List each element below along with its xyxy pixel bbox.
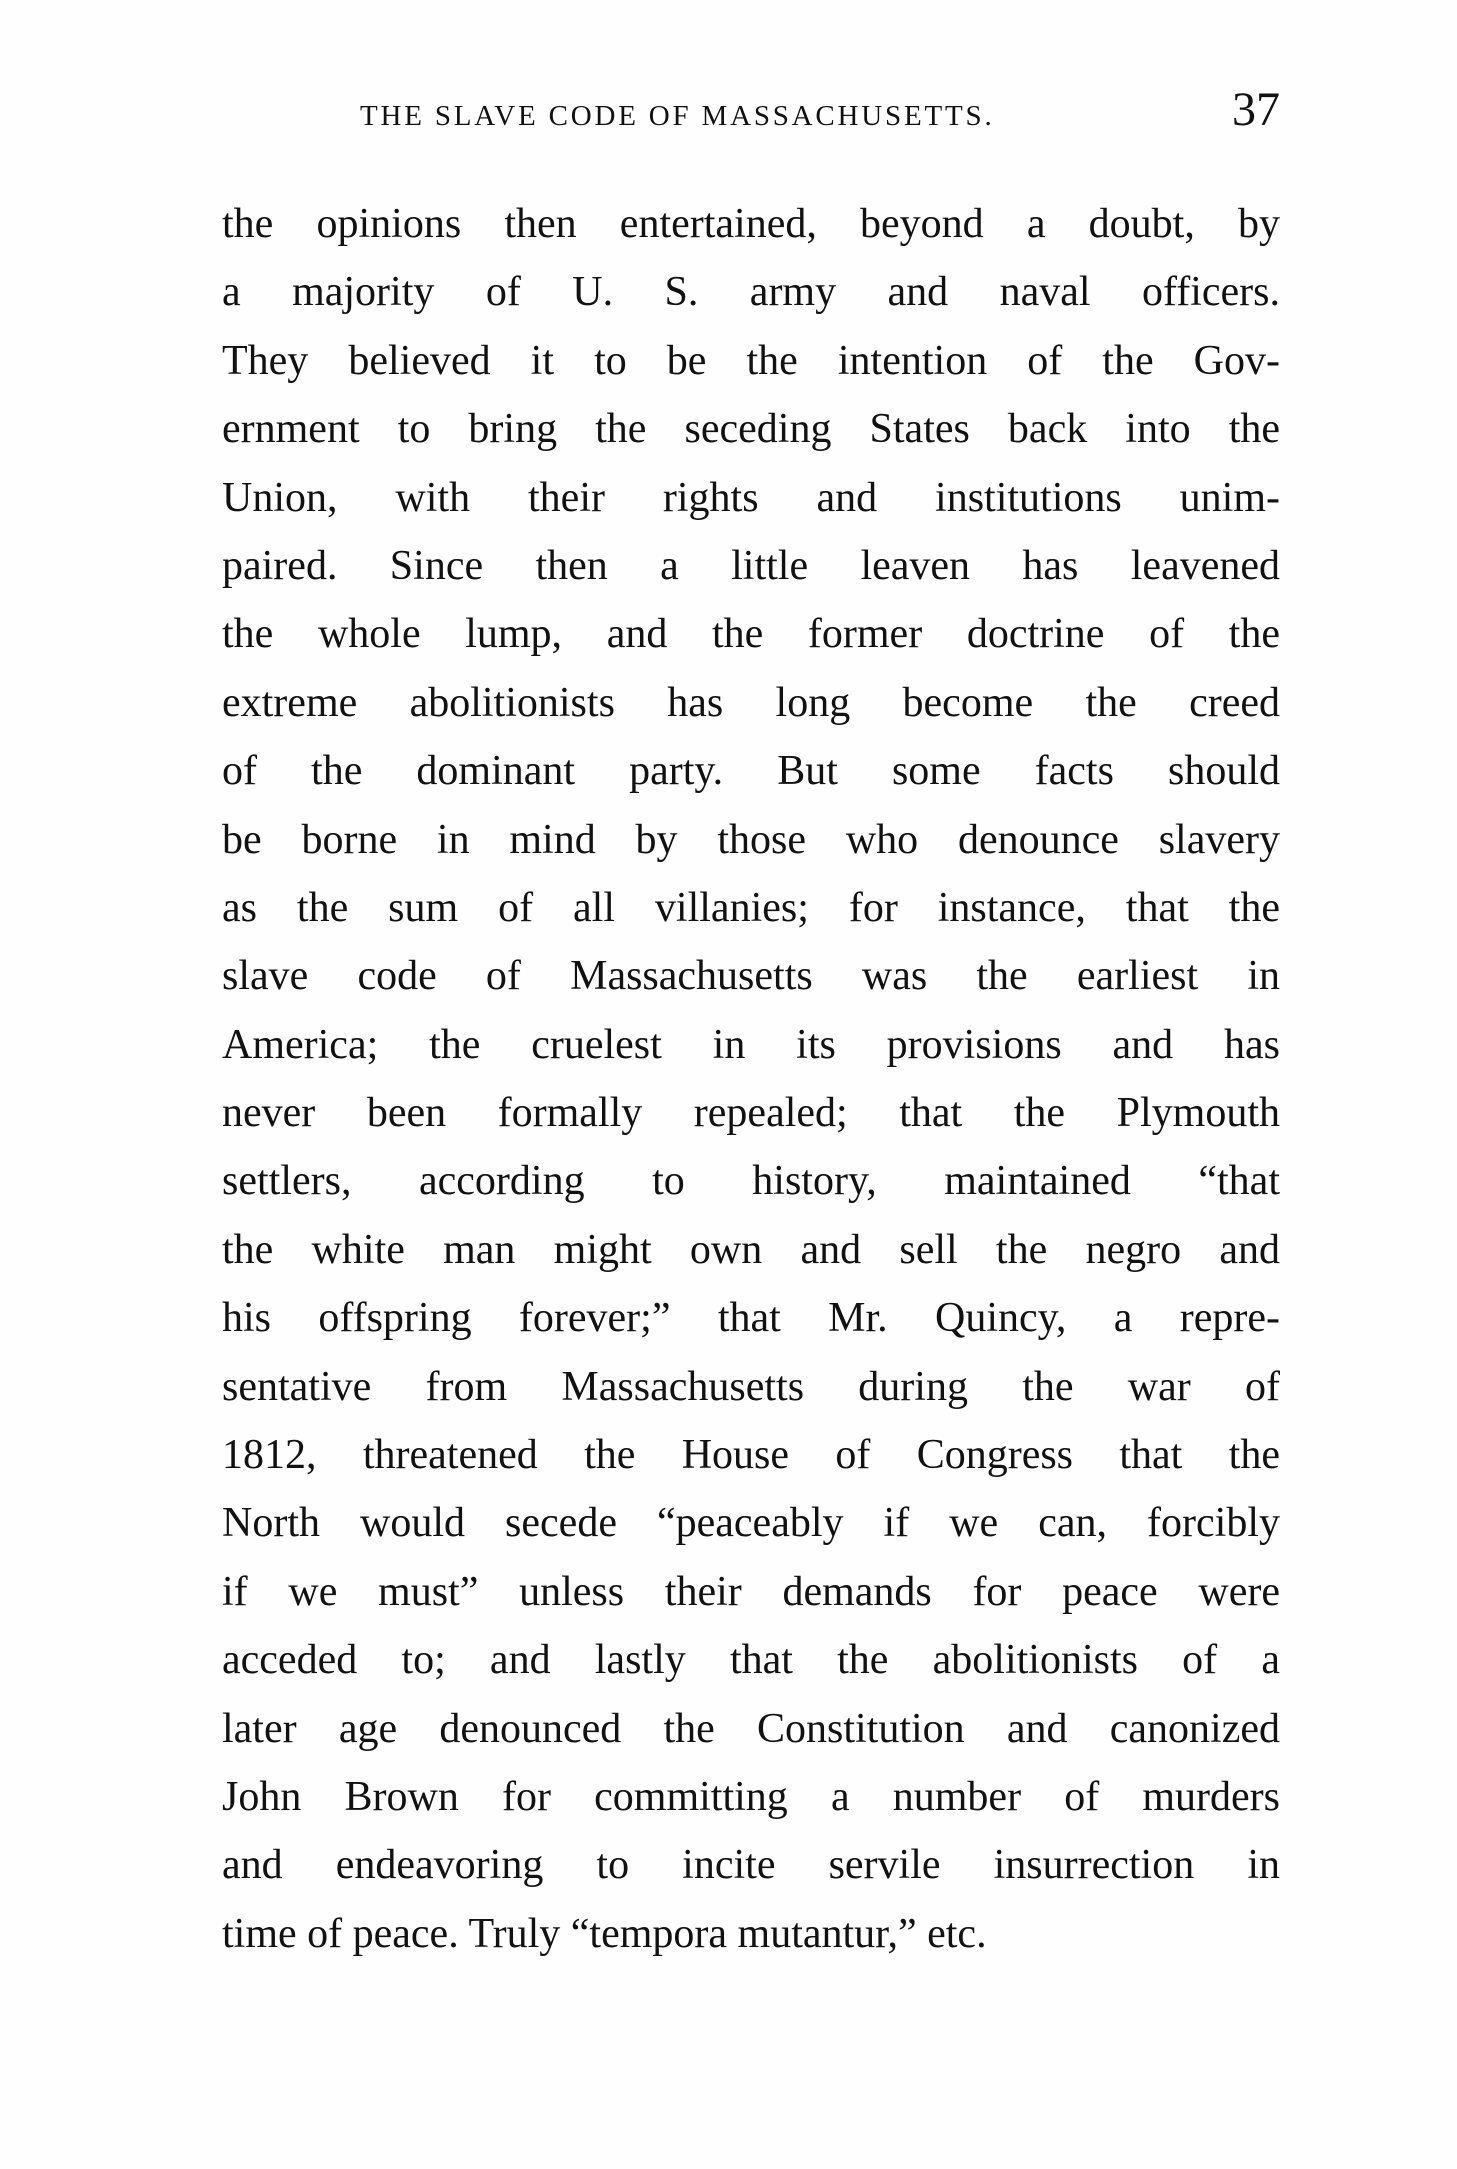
text-line-13: America; the cruelest in its provisions and has xyxy=(222,1021,1280,1068)
text-line-11: as the sum of all villanies; for instance, that the xyxy=(222,884,1280,931)
page-number: 37 xyxy=(1232,83,1280,136)
text-line-3: They believed it to be the intention of the Gov- xyxy=(222,337,1280,384)
text-line-25: and endeavoring to incite servile insurrection in xyxy=(222,1842,1280,1889)
text-line-9: of the dominant party. But some facts should xyxy=(222,748,1280,795)
text-line-23: later age denounced the Constitution and canonized xyxy=(222,1705,1280,1752)
running-head xyxy=(222,83,1280,146)
text-line-17: his offspring forever;” that Mr. Quincy, a repre- xyxy=(222,1295,1280,1342)
text-line-10: be borne in mind by those who denounce slavery xyxy=(222,816,1280,863)
text-line-26: time of peace. Truly “tempora mutantur,” etc. xyxy=(222,1910,987,1957)
text-line-24: John Brown for committing a number of murders xyxy=(222,1773,1280,1820)
text-line-14: never been formally repealed; that the Plymouth xyxy=(222,1090,1280,1137)
text-line-18: sentative from Massachusetts during the war of xyxy=(222,1363,1280,1410)
text-line-16: the white man might own and sell the negro and xyxy=(222,1226,1280,1273)
text-line-22: acceded to; and lastly that the abolitionists of a xyxy=(222,1637,1280,1684)
text-line-2: a majority of U. S. army and naval officers. xyxy=(222,269,1280,316)
text-line-1: the opinions then entertained, beyond a doubt, by xyxy=(222,201,1280,247)
text-line-21: if we must” unless their demands for peace were xyxy=(222,1568,1280,1615)
text-line-12: slave code of Massachusetts was the earliest in xyxy=(222,953,1280,1000)
text-line-20: North would secede “peaceably if we can, forcibly xyxy=(222,1500,1280,1547)
text-line-19: 1812, threatened the House of Congress that the xyxy=(222,1432,1280,1479)
text-line-4: ernment to bring the seceding States back into the xyxy=(222,406,1280,453)
text-line-7: the whole lump, and the former doctrine of the xyxy=(222,611,1280,658)
text-line-15: settlers, according to history, maintained “that xyxy=(222,1158,1280,1205)
text-line-8: extreme abolitionists has long become the creed xyxy=(222,679,1280,726)
text-line-6: paired. Since then a little leaven has leavened xyxy=(222,542,1280,589)
text-line-5: Union, with their rights and institutions unim- xyxy=(222,474,1280,521)
running-title: THE SLAVE CODE OF MASSACHUSETTS. xyxy=(360,100,995,132)
body-paragraph xyxy=(222,190,1280,1968)
